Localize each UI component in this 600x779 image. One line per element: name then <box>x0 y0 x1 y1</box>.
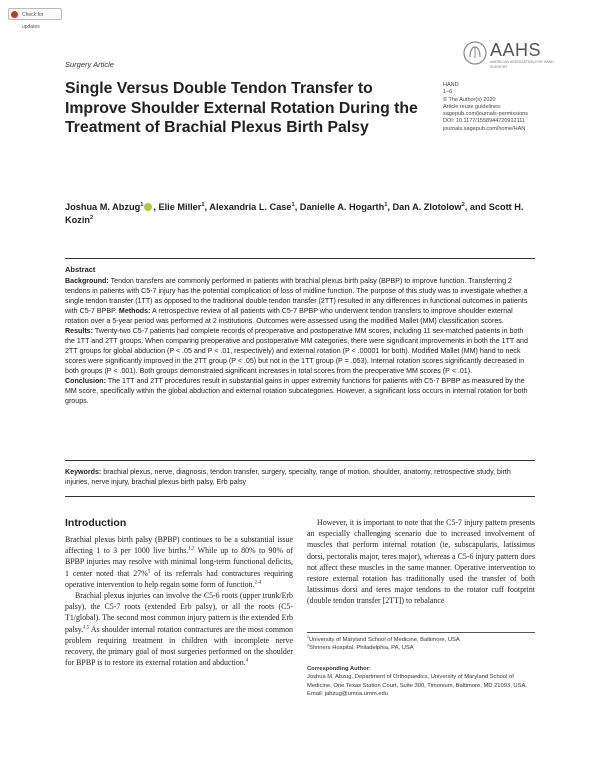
affiliation-marker: 2 <box>90 214 94 221</box>
citation[interactable]: 1,2 <box>188 546 195 552</box>
affiliation-marker: 1 <box>201 201 205 208</box>
citation[interactable]: 4,5 <box>83 625 90 630</box>
corresponding-author-heading: Corresponding Author: <box>307 666 371 672</box>
abstract-heading: Abstract <box>65 265 96 274</box>
paragraph: However, it is important to note that the C5-7 injury pattern presents an especially challenging scenario due to increased involvement of muscles that perform internal rotation (ie, subscapularis, latissimus dorsi, pectoralis major, teres major), whereas a C5-6 injury pattern does not affect these muscles in the same manner. Operative intervention to restore external rotation has traditionally used the transfer of both latissimus dorsi and teres major tendons to the rotator cuff footprint (double tendon transfer [2TT]) to rebalance <box>307 518 535 606</box>
affiliation-marker: 1 <box>291 201 295 208</box>
background-text: Tendon transfers are commonly performed in patients with brachial plexus birth palsy (BPBP) to improve function. Transferring 2 tendons in patients with C5-7 injury has the potential complication of loss of midline function. The purpose of this study was to investigate whether a single tendon transfer (1TT) as opposed to the traditional double tendon transfer (2TT) resulted in any differences in functional outcomes in patients with C5-7 BPBP. <box>65 277 528 315</box>
methods-label: Methods: <box>118 307 151 315</box>
affiliation-marker: 1 <box>140 201 144 208</box>
abstract <box>65 265 535 406</box>
corresponding-author <box>307 665 535 699</box>
citation[interactable]: 2-4 <box>254 580 262 586</box>
abstract-top-rule <box>65 258 535 259</box>
logo-wordmark: AAHS <box>490 40 542 60</box>
introduction-heading: Introduction <box>65 517 127 529</box>
author-name: , Danielle A. Hogarth <box>294 202 385 212</box>
results-text: Twenty-two C5-7 patients had complete records of preoperative and postoperative MM scores, including 11 sex-matched patients in both the 1TT and 2TT groups. When comparing preoperative and postoperative MM categories, there were significant improvements in both the 1TT and 2TT groups for global abduction (P < .05 and P < .01, respectively) and external rotation (P < .00001 for both). Modified Mallet (MM) hand to neck scores were significantly improved in the 2TT group (P < .05) but not in the 1TT group (P = .053). Internal rotation scores significantly decreased in both groups (P < .001). Both groups demonstrated significant increases in total scores from the preoperative MM scores (P < .01). <box>65 327 528 375</box>
affiliation-marker: 2 <box>461 201 465 208</box>
citation[interactable]: 4 <box>245 658 249 664</box>
author-name: , and Scott H. Kozin <box>65 202 524 225</box>
author-name: , Dan A. Zlotolow <box>387 202 462 212</box>
citation[interactable]: 3 <box>147 568 151 574</box>
keywords-text: brachial plexus, nerve, diagnosis, tendon transfer, surgery, specialty, range of motion, shoulder, anatomy, retrospective study, birth injuries, nerve injury, brachial plexus birth palsy, Erb palsy <box>65 468 511 486</box>
check-updates-label: Check for updates <box>22 12 44 30</box>
orcid-icon[interactable] <box>144 203 152 211</box>
check-for-updates-badge[interactable] <box>8 8 62 30</box>
author-name: Joshua M. Abzug <box>65 202 141 212</box>
paragraph: Brachial plexus birth palsy (BPBP) continues to be a substantial issue affecting 1 to 3 per 1000 live births.$^{1,2}$ While up to 80% to 90% of BPBP injuries may resolve with minimal long-term functional deficits, 1 center noted that 27%$^3$ of its referrals had contractures requiring operative intervention to help regain some form of function.$^{2-4}$ <box>65 535 293 589</box>
author-name: , Alexandria L. Case <box>204 202 292 212</box>
keywords <box>65 467 535 487</box>
author-list <box>65 201 535 227</box>
corresponding-author-email[interactable]: Email: jabzug@umoa.umm.edu <box>307 691 388 698</box>
article-category: Surgery Article <box>65 60 114 69</box>
body-column-right <box>307 517 535 607</box>
hand-logo-icon <box>462 40 488 66</box>
logo-subtitle: AMERICAN ASSOCIATION FOR HAND SURGERY <box>490 60 554 69</box>
keywords-top-rule <box>65 460 535 461</box>
affiliation-2: $^2$Shriners Hospital, Philadelphia, PA, USA <box>307 643 414 652</box>
affiliation-marker: 1 <box>384 201 388 208</box>
corresponding-author-address: Joshua M. Abzug, Department of Orthopaedics, University of Maryland School of Medicine, One Texas Station Court, Suite 300, Timonium, Baltimore, MD 21093, USA. <box>307 674 527 689</box>
journal-home-link[interactable]: journals.sagepub.com/home/HAN <box>443 125 526 132</box>
background-label: Background: <box>65 277 109 285</box>
author-name: , Elie Miller <box>153 202 202 212</box>
reuse-guidelines: Article reuse guidelines: <box>443 103 502 110</box>
paragraph: Brachial plexus injuries can involve the C5-6 roots (upper trunk/Erb palsy), the C5-7 roots (extended Erb palsy), or all the roots (C5-T1/global). The second most common injury pattern is the extended Erb palsy.$^{4,5}$ As shoulder internal rotation contractures are the most common problem requiring treatment in children with incomplete nerve recovery, the primary goal of most surgeries performed on the shoulder for BPBP is to restore its external rotation and abduction.$^4$ <box>65 591 293 668</box>
journal-pages: 1–6 <box>443 89 453 96</box>
aahs-logo <box>462 40 568 80</box>
body-column-left <box>65 534 293 668</box>
journal-meta <box>443 82 583 133</box>
affiliations <box>307 636 535 653</box>
check-updates-icon <box>11 11 18 18</box>
article-title: Single Versus Double Tendon Transfer to Improve Shoulder External Rotation During the Treatment of Brachial Plexus Birth Palsy <box>65 80 418 136</box>
affiliation-rule <box>307 632 535 633</box>
doi[interactable]: DOI: 10.1177/1558944720912111 <box>443 118 525 125</box>
affiliation-1: $^1$University of Maryland School of Medicine, Baltimore, USA <box>307 635 460 643</box>
journal-name: HAND <box>443 82 459 88</box>
conclusion-label: Conclusion: <box>65 377 106 385</box>
copyright: © The Author(s) 2020 <box>443 96 496 103</box>
methods-text: A retrospective review of all patients with C5-7 BPBP who underwent tendon transfers to improve shoulder external rotation over a 5-year period was performed at 2 institutions. Outcomes were assessed using the modified Mallet (MM) classification scores. <box>65 307 513 325</box>
reuse-link[interactable]: sagepub.com/journals-permissions <box>443 111 528 118</box>
keywords-bottom-rule <box>65 496 535 497</box>
keywords-label: Keywords: <box>65 468 102 476</box>
conclusion-text: The 1TT and 2TT procedures result in substantial gains in upper extremity functions for patients with C5-7 BPBP as measured by the MM score, specifically within the global abduction and external rotation subcategories. However, a significant loss occurs in internal rotation for both groups. <box>65 377 528 405</box>
results-label: Results: <box>65 327 93 335</box>
abstract-text <box>65 276 535 406</box>
